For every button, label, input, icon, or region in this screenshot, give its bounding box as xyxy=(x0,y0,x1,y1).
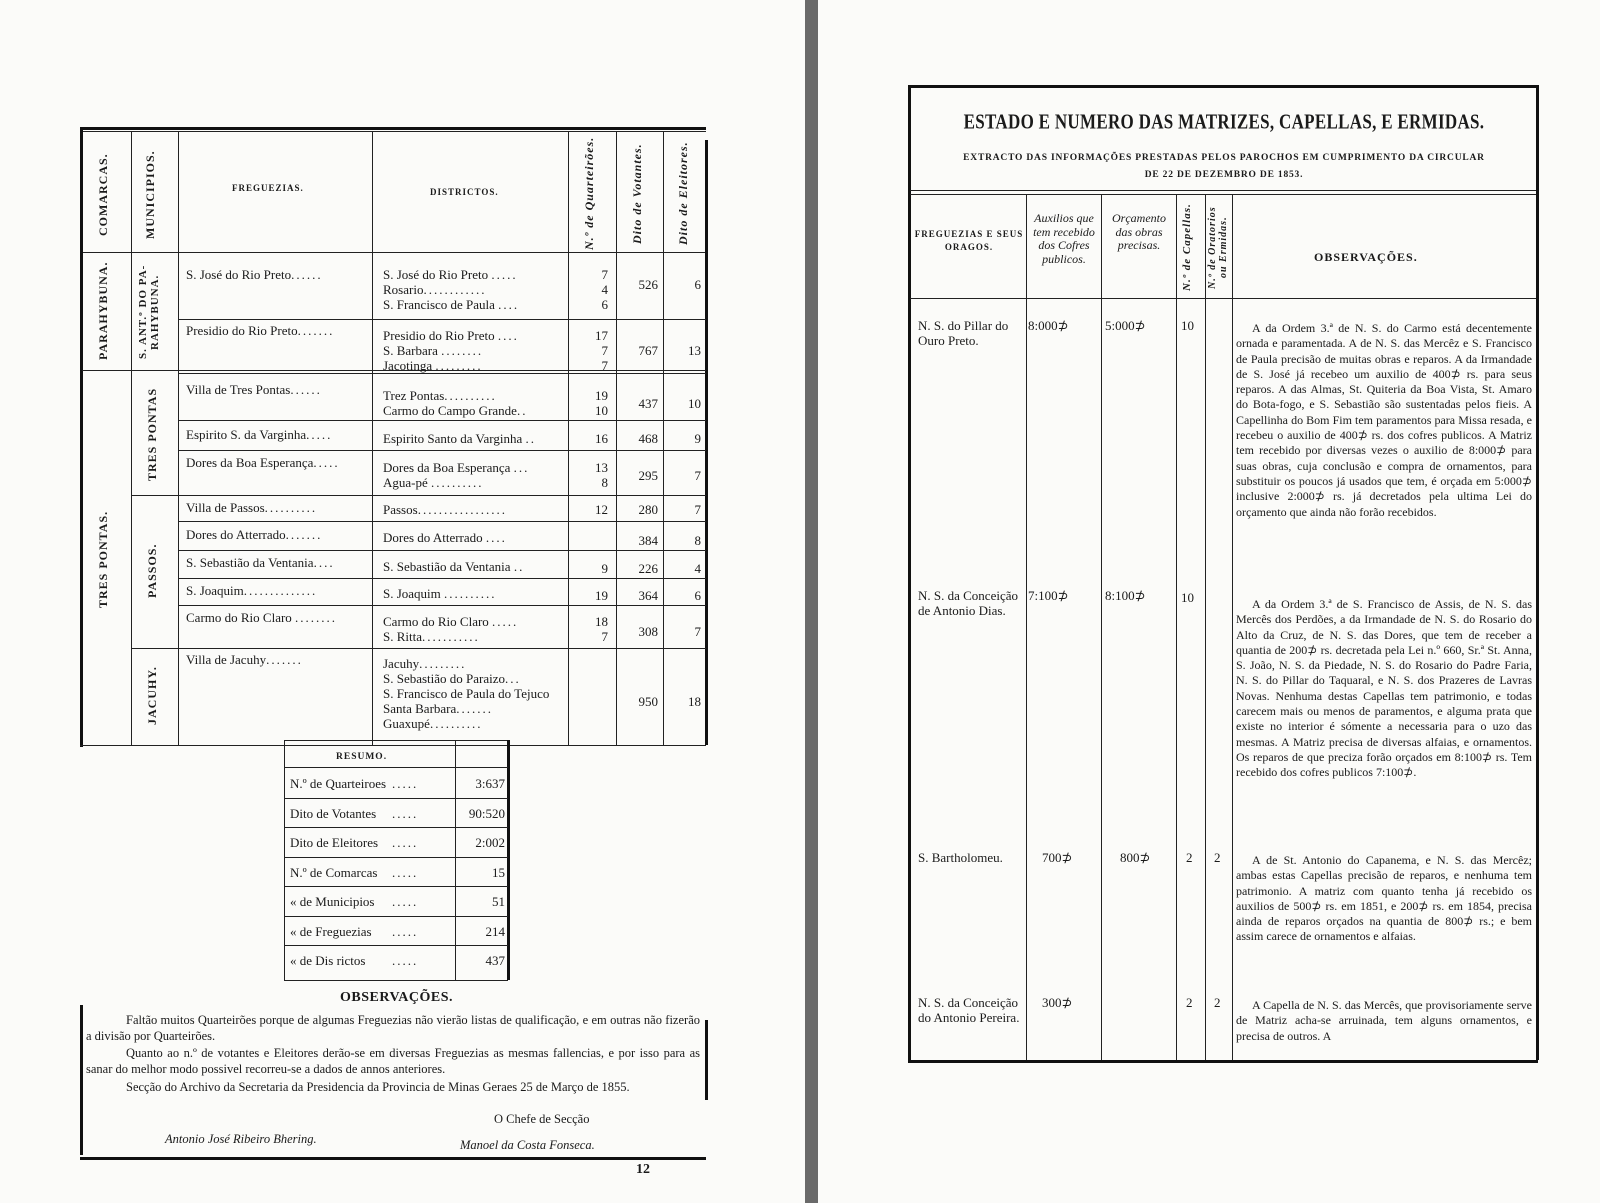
districtos-cell: Dores da Boa Esperança ... Agua-pé .......... xyxy=(383,460,530,490)
districto: Carmo do Rio Claro xyxy=(383,614,489,629)
quarteiroes-value: 4 xyxy=(601,282,608,297)
quarteiroes-cell xyxy=(574,328,608,373)
quarteiroes-cell xyxy=(574,460,608,490)
freguezia-name: Espirito S. da Varginha xyxy=(186,427,307,442)
header-orcamento: Orçamento das obras precisas. xyxy=(1112,211,1166,252)
header-eleitores: Dito de Eleitores. xyxy=(676,141,690,246)
districto: S. Ritta xyxy=(383,629,423,644)
resumo-rule xyxy=(284,767,508,768)
quarteiroes-value: 16 xyxy=(595,431,608,446)
resumo-value: 90:520 xyxy=(468,805,505,821)
freguezia-name: S. José do Rio Preto xyxy=(186,267,292,282)
quarteiroes-cell xyxy=(574,614,608,644)
eleitores-value: 7 xyxy=(694,468,701,483)
districto: Presidio do Rio Preto xyxy=(383,328,495,343)
row-divider xyxy=(178,521,706,522)
right-page xyxy=(818,0,1600,1203)
auxilios-value: 700⊅ xyxy=(1042,850,1073,865)
observacao-text: A da Ordem 3.ª de S. Francisco de Assis, de N. S. das Mercês dos Perdões, a da Irmandade de N. S. do Rosario do Alto da Cruz, de N. S. das Dores, que tem de receber a quantia de 200⊅ rs. decretada pela Lei n.º 660, Sr.ª St. Anna, S. João, N. S. da Piedade, N. S. do Rosario do Padre Faria, N. S. do Pillar do Taquaral, e N. S. dos Prazeres de Lavras Novas. Nenhuma destas Capellas tem patrimonio, e todas carecem mais ou menos de paramentos, e alguma prata que existe no interior é sómente a necessaria para o uzo das mesmas. A Matriz precisa de diversas alfaias, e ornamentos. Os reparos de que preciza forão orçados em 8:100⊅ rs. Tem recebido dos cofres publicos 7:100⊅. xyxy=(1236,597,1532,780)
page-number: 12 xyxy=(636,1162,650,1177)
resumo-label: « de Freguezias xyxy=(290,923,372,939)
table-row: Dores do Atterrado....... xyxy=(186,527,323,542)
votantes-value: 364 xyxy=(638,588,658,603)
districto: Jacuhy xyxy=(383,656,420,671)
orcamento-value: 8:100⊅ xyxy=(1105,588,1146,603)
districtos-cell: Espirito Santo da Varginha .. xyxy=(383,431,537,446)
freguezia-name: Dores do Atterrado xyxy=(186,527,286,542)
observacao-paragraph: Faltão muitos Quarteirões porque de algumas Freguezias não vierão listas de qualificação, e em outras não fizerão a divisão por Quarteirões. xyxy=(86,1013,700,1043)
table-bottom-rule xyxy=(80,745,706,746)
footer-left-border xyxy=(80,1005,83,1155)
col-line xyxy=(616,131,617,745)
page-title: ESTADO E NUMERO DAS MATRIZES, CAPELLAS, E ERMIDAS. xyxy=(963,109,1485,134)
header-oratorios: N.º de Oratorios ou Ermidas. xyxy=(1207,206,1229,289)
header-bottom-rule xyxy=(80,252,706,253)
resumo-leader-dots: ..... xyxy=(392,805,419,821)
votantes-value: 280 xyxy=(638,502,658,517)
header-municipios: MUNICIPIOS. xyxy=(143,150,157,240)
votantes-value: 308 xyxy=(638,624,658,639)
table-row: S. José do Rio Preto...... xyxy=(186,267,323,282)
header-observacoes: OBSERVAÇÕES. xyxy=(1314,250,1418,264)
row-divider xyxy=(178,373,706,374)
col-line xyxy=(131,131,132,745)
frame-right xyxy=(1536,85,1539,1060)
header-rule-top xyxy=(910,190,1536,191)
table-row: Villa de Tres Pontas...... xyxy=(186,382,322,397)
quarteiroes-value: 6 xyxy=(601,297,608,312)
observacao-text: A da Ordem 3.ª de N. S. do Carmo está decentemente ornada e paramentada. A de N. S. das Mercêz e S. Francisco de Paula precisão de muitas obras e reparos. A da Irmandade de S. José já recebeo um auxilio de 400⊅ rs. para seus reparos. A das Almas, St. Quiteria da Boa Vista, St. Amaro do Bota-fogo, e S. Sebastião são sustentadas pelos fieis. A Capellinha do Bom Fim tem paramentos para Missa resada, e recebeu o auxilio de 400⊅ rs. dos cofres publicos. A Matriz tem recebido por diversas vezes o auxilio de 8:000⊅ para suas obras, cuja conclusão e compra de ornamentos, para substituir os poucos já usados que tem, é orçada em 5:000⊅ inclusive 2:000⊅ rs. já decretados pela ultima Lei do orçamento que ainda não forão recebidos. xyxy=(1236,321,1532,519)
subtitle-line-2: DE 22 DE DEZEMBRO DE 1853. xyxy=(1144,170,1304,180)
observacao-text: A Capella de N. S. das Mercês, que provisoriamente serve de Matriz acha-se arruinada, tem alguns ornamentos, e precisa de outros. A xyxy=(1236,998,1532,1043)
header-votantes: Dito de Votantes. xyxy=(630,143,644,244)
frame-left xyxy=(908,85,911,1060)
votantes-value: 950 xyxy=(638,694,658,709)
municipio-divider xyxy=(132,370,179,371)
eleitores-value: 7 xyxy=(694,624,701,639)
resumo-label: Dito de Votantes xyxy=(290,805,377,821)
resumo-label: « de Municipios xyxy=(290,894,375,909)
votantes-value: 226 xyxy=(638,561,658,576)
table-row: Villa de Passos.......... xyxy=(186,500,318,515)
row-divider xyxy=(178,550,706,551)
quarteiroes-value: 7 xyxy=(601,267,608,282)
districtos-cell: S. Joaquim .......... xyxy=(383,586,497,601)
col-line xyxy=(1232,194,1233,1060)
districtos-cell: Carmo do Rio Claro ..... S. Ritta........... xyxy=(383,614,519,644)
districto: Jacotinga xyxy=(383,358,433,373)
capellas-value: 10 xyxy=(1181,590,1194,605)
table-row: Espirito S. da Varginha..... xyxy=(186,427,333,442)
row-divider xyxy=(178,648,706,649)
resumo-rule xyxy=(284,827,508,828)
districto: Rosario xyxy=(383,282,424,297)
municipio-divider xyxy=(132,648,179,649)
table-left-border xyxy=(80,127,83,747)
resumo-label: « de Dis rictos xyxy=(290,953,366,968)
table-row: Dores da Boa Esperança..... xyxy=(186,455,340,470)
resumo-rule xyxy=(284,945,508,946)
footer-right-border xyxy=(705,1020,708,1100)
votantes-value: 384 xyxy=(638,533,658,548)
resumo-value: 2:002 xyxy=(475,835,505,850)
auxilios-value: 300⊅ xyxy=(1042,995,1073,1010)
districtos-cell: Jacuhy......... S. Sebastião do Paraizo... S. Francisco de Paula do Tejuco Santa Barbara....... Guaxupé.......... xyxy=(383,656,550,731)
freguezia-name: N. S. do Pillar do Ouro Preto. xyxy=(918,318,1009,348)
resumo-rule xyxy=(284,916,508,917)
quarteiroes-cell xyxy=(574,267,608,312)
districto: Trez Pontas xyxy=(383,388,445,403)
districtos-cell: Presidio do Rio Preto .... S. Barbara ........ Jacotinga ......... xyxy=(383,328,519,373)
districto: Santa Barbara xyxy=(383,701,457,716)
resumo-value: 15 xyxy=(492,864,505,880)
municipio-santo-antonio: S. ANT.º DO PA-RAHYBUNA. xyxy=(137,264,161,360)
quarteiroes-value: 13 xyxy=(595,460,608,475)
table-row: S. Joaquim.............. xyxy=(186,583,318,598)
districto: Carmo do Campo Grande xyxy=(383,403,517,418)
row-divider xyxy=(178,605,706,606)
col-line xyxy=(372,131,373,745)
eleitores-value: 9 xyxy=(694,431,701,446)
col-line xyxy=(1101,194,1102,1060)
table-row: Carmo do Rio Claro ........ xyxy=(186,610,338,625)
districto: S. Sebastião do Paraizo xyxy=(383,671,506,686)
quarteiroes-value: 9 xyxy=(601,561,608,576)
resumo-leader-dots: ..... xyxy=(392,864,419,880)
resumo-label: Dito de Eleitores xyxy=(290,835,379,850)
col-line xyxy=(663,131,664,745)
row-divider xyxy=(178,319,706,320)
oratorios-value: 2 xyxy=(1214,850,1221,865)
freguezia-name: S. Sebastião da Ventania xyxy=(186,555,314,570)
col-line xyxy=(1205,194,1206,1060)
resumo-rule xyxy=(284,740,508,741)
votantes-value: 295 xyxy=(638,468,658,483)
table-top-rule xyxy=(80,127,706,130)
row-divider xyxy=(178,578,706,579)
quarteiroes-value: 7 xyxy=(601,629,608,644)
municipio-divider xyxy=(132,495,179,496)
districto: S. Joaquim xyxy=(383,586,441,601)
resumo-title: RESUMO. xyxy=(336,752,388,762)
book-gutter xyxy=(805,0,818,1203)
resumo-rule xyxy=(507,740,510,980)
freguezia-name: Villa de Tres Pontas xyxy=(186,382,291,397)
eleitores-value: 18 xyxy=(688,694,701,709)
resumo-leader-dots: ..... xyxy=(392,776,419,791)
districto: Dores do Atterrado xyxy=(383,530,483,545)
frame-top xyxy=(908,85,1536,88)
eleitores-value: 6 xyxy=(694,277,701,292)
page-bottom-rule xyxy=(80,1157,706,1160)
resumo-rule xyxy=(284,886,508,887)
auxilios-value: 7:100⊅ xyxy=(1028,588,1069,603)
header-capellas: N.º de Capellas. xyxy=(1181,203,1193,292)
freguezia-name: Villa de Jacuhy xyxy=(186,652,267,667)
orcamento-value: 5:000⊅ xyxy=(1105,318,1146,333)
resumo-leader-dots: ..... xyxy=(392,923,419,939)
oratorios-value: 2 xyxy=(1214,995,1221,1010)
observacao-text: A de St. Antonio do Capanema, e N. S. das Mercêz; ambas estas Capellas precisão de reparos, e nenhuma tem patrimonio. A matriz com quanto tenha já recebido os auxilios de 500⊅ rs. em 1851, e 200⊅ rs. em 1854, precisa ainda de reparos orçados na quantia de 800⊅ rs.; e bem assim carece de ornamentos e alfaias. xyxy=(1236,853,1532,944)
eleitores-value: 10 xyxy=(688,396,701,411)
freguezia-name: S. Joaquim xyxy=(186,583,244,598)
quarteiroes-value: 7 xyxy=(601,358,608,373)
quarteiroes-value: 19 xyxy=(595,588,608,603)
districto: S. Barbara xyxy=(383,343,438,358)
resumo-rule xyxy=(455,740,456,980)
quarteiroes-value: 7 xyxy=(601,343,608,358)
votantes-value: 767 xyxy=(638,343,658,358)
districto: S. Francisco de Paula do Tejuco xyxy=(383,686,550,701)
eleitores-value: 13 xyxy=(688,343,701,358)
table-row: Villa de Jacuhy....... xyxy=(186,652,303,667)
capellas-value: 2 xyxy=(1186,995,1193,1010)
header-freguezias: FREGUEZIAS E SEUS ORAGOS. xyxy=(914,229,1024,252)
header-freguezias: FREGUEZIAS. xyxy=(232,183,304,193)
header-rule-bottom xyxy=(910,298,1536,299)
freguezia-name: Carmo do Rio Claro xyxy=(186,610,292,625)
resumo-rule xyxy=(284,740,285,980)
quarteiroes-value: 10 xyxy=(595,403,608,418)
signature-right: Manoel da Costa Fonseca. xyxy=(460,1138,595,1152)
municipio-tres-pontas: TRES PONTAS xyxy=(145,387,159,481)
row-divider xyxy=(178,495,706,496)
votantes-value: 468 xyxy=(638,431,658,446)
header-districtos: DISTRICTOS. xyxy=(430,187,499,197)
header-rule-top xyxy=(910,194,1536,195)
districto: S. José do Rio Preto xyxy=(383,267,489,282)
capellas-value: 10 xyxy=(1181,318,1194,333)
resumo-value: 3:637 xyxy=(475,776,505,791)
eleitores-value: 4 xyxy=(694,561,701,576)
districto: Dores da Boa Esperança xyxy=(383,460,511,475)
quarteiroes-value: 19 xyxy=(595,388,608,403)
table-top-rule-thin xyxy=(80,131,706,132)
col-line xyxy=(178,131,179,745)
row-divider xyxy=(178,450,706,451)
table-right-border xyxy=(705,140,708,745)
districto: Guaxupé xyxy=(383,716,430,731)
quarteiroes-value: 12 xyxy=(595,502,608,517)
districto: S. Sebastião da Ventania xyxy=(383,559,511,574)
districto: Espirito Santo da Varginha xyxy=(383,431,523,446)
freguezia-name: Villa de Passos xyxy=(186,500,265,515)
freguezia-name: Presidio do Rio Preto xyxy=(186,323,298,338)
eleitores-value: 7 xyxy=(694,502,701,517)
comarca-divider xyxy=(82,370,132,371)
quarteiroes-value: 17 xyxy=(595,328,608,343)
districtos-cell: S. José do Rio Preto ..... Rosario............ S. Francisco de Paula .... xyxy=(383,267,520,312)
resumo-leader-dots: ..... xyxy=(392,835,419,850)
resumo-value: 51 xyxy=(492,894,505,909)
freguezia-name: N. S. da Conceição de Antonio Dias. xyxy=(918,588,1019,618)
votantes-value: 526 xyxy=(638,277,658,292)
col-line xyxy=(568,131,569,745)
votantes-value: 437 xyxy=(638,396,658,411)
municipio-passos: PASSOS. xyxy=(145,543,159,599)
resumo-rule xyxy=(284,980,508,981)
resumo-leader-dots: ..... xyxy=(392,953,419,968)
districtos-cell: Passos................. xyxy=(383,502,507,517)
observacao-paragraph: Secção do Archivo da Secretaria da Presidencia da Provincia de Minas Geraes 25 de Março de 1855. xyxy=(126,1080,630,1094)
resumo-leader-dots: ..... xyxy=(392,894,419,909)
eleitores-value: 6 xyxy=(694,588,701,603)
comarca-parahybuna: PARAHYBUNA. xyxy=(96,261,110,361)
freguezia-name: S. Bartholomeu. xyxy=(918,850,1003,865)
freguezia-name: Dores da Boa Esperança xyxy=(186,455,314,470)
districtos-cell: Trez Pontas.......... Carmo do Campo Grande.. xyxy=(383,388,528,418)
freguezia-name: N. S. da Conceição do Antonio Pereira. xyxy=(918,995,1020,1025)
frame-bottom xyxy=(908,1060,1538,1063)
resumo-label: N.º de Quarteiroes xyxy=(290,776,387,791)
eleitores-value: 8 xyxy=(694,533,701,548)
municipio-jacuhy: JACUHY. xyxy=(145,666,159,726)
districto: Passos xyxy=(383,502,418,517)
header-quarteiroes: N.º de Quarteirões. xyxy=(582,136,596,251)
orcamento-value: 800⊅ xyxy=(1120,850,1151,865)
resumo-value: 437 xyxy=(485,953,505,968)
col-line xyxy=(1026,194,1027,1060)
capellas-value: 2 xyxy=(1186,850,1193,865)
resumo-value: 214 xyxy=(485,923,505,939)
districto: S. Francisco de Paula xyxy=(383,297,495,312)
comarca-tres-pontas: TRES PONTAS. xyxy=(96,510,110,608)
resumo-rule xyxy=(284,857,508,858)
table-row: S. Sebastião da Ventania.... xyxy=(186,555,335,570)
quarteiroes-value: 18 xyxy=(595,614,608,629)
districtos-cell: S. Sebastião da Ventania .. xyxy=(383,559,525,574)
resumo-rule xyxy=(284,798,508,799)
resumo-label: N.º de Comarcas xyxy=(290,864,378,880)
districtos-cell: Dores do Atterrado .... xyxy=(383,530,507,545)
signature-left: Antonio José Ribeiro Bhering. xyxy=(165,1132,317,1146)
observacoes-title: OBSERVAÇÕES. xyxy=(340,990,454,1005)
row-divider xyxy=(178,420,706,421)
observacao-paragraph: Quanto ao n.º de votantes e Eleitores derão-se em diversas Freguezias as mesmas fallencias, e por isso para as sanar do melhor modo possivel recorreu-se a dados de annos anteriores. xyxy=(86,1046,700,1076)
quarteiroes-value: 8 xyxy=(601,475,608,490)
table-row: Presidio do Rio Preto....... xyxy=(186,323,335,338)
subtitle-line-1: EXTRACTO DAS INFORMAÇÕES PRESTADAS PELOS PAROCHOS EM CUMPRIMENTO DA CIRCULAR xyxy=(963,153,1485,163)
chefe-label: O Chefe de Secção xyxy=(494,1112,590,1126)
header-auxilios: Auxilios que tem recebido dos Cofres publicos. xyxy=(1033,211,1095,266)
districto: Agua-pé xyxy=(383,475,428,490)
quarteiroes-cell xyxy=(574,388,608,418)
auxilios-value: 8:000⊅ xyxy=(1028,318,1069,333)
header-comarcas: COMARCAS. xyxy=(96,153,110,237)
col-line xyxy=(1176,194,1177,1060)
